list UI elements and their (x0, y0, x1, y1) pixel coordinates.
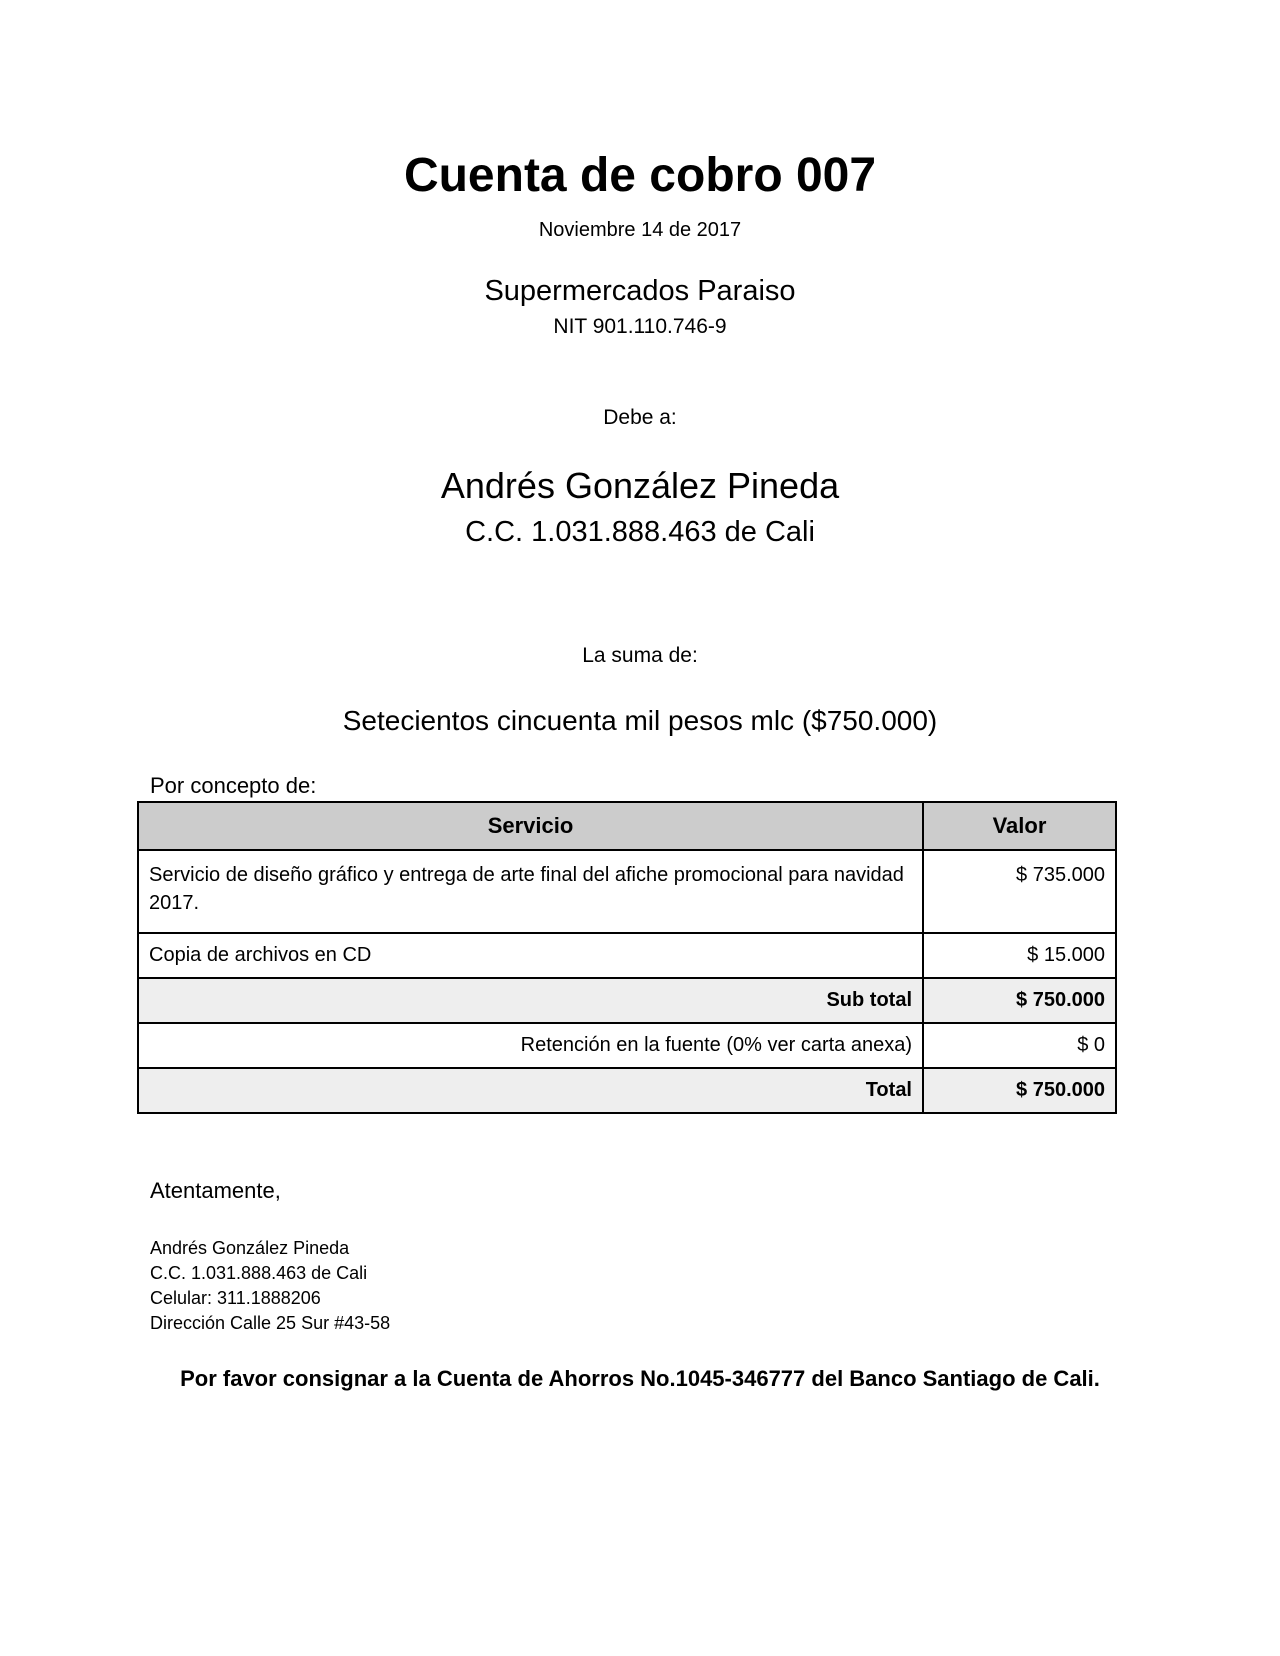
subtotal-row (138, 978, 1116, 1023)
owes-label: Debe a: (603, 406, 677, 429)
page-title: Cuenta de cobro 007 (403, 149, 877, 202)
creditor-name: Andrés González Pineda (440, 465, 840, 506)
service-value: $ 735.000 (923, 850, 1116, 933)
retention-label: Retención en la fuente (0% ver carta anexa) (138, 1023, 923, 1068)
total-row (138, 1068, 1116, 1113)
sum-amount-text: Setecientos cincuenta mil pesos mlc ($750.000) (342, 705, 938, 736)
service-value: $ 15.000 (923, 933, 1116, 978)
subtotal-value: $ 750.000 (923, 978, 1116, 1023)
client-name: Supermercados Paraiso (484, 275, 796, 307)
signature-block (150, 1236, 390, 1336)
services-table (137, 801, 1117, 1114)
service-description: Copia de archivos en CD (138, 933, 923, 978)
column-header-value: Valor (923, 802, 1116, 850)
total-value: $ 750.000 (923, 1068, 1116, 1113)
closing-text: Atentamente, (150, 1178, 281, 1203)
retention-row (138, 1023, 1116, 1068)
retention-value: $ 0 (923, 1023, 1116, 1068)
subtotal-label: Sub total (138, 978, 923, 1023)
signature-name: Andrés González Pineda (150, 1238, 350, 1258)
signature-address: Dirección Calle 25 Sur #43-58 (150, 1313, 391, 1333)
table-header-row (138, 802, 1116, 850)
creditor-id: C.C. 1.031.888.463 de Cali (465, 516, 815, 548)
client-nit: NIT 901.110.746-9 (553, 315, 727, 338)
invoice-date: Noviembre 14 de 2017 (538, 219, 742, 241)
service-description: Servicio de diseño gráfico y entrega de arte final del afiche promocional para navidad 2017. (138, 850, 923, 933)
column-header-service: Servicio (138, 802, 923, 850)
signature-phone: Celular: 311.1888206 (150, 1288, 321, 1308)
table-row (138, 933, 1116, 978)
concept-label: Por concepto de: (150, 773, 317, 798)
signature-id: C.C. 1.031.888.463 de Cali (150, 1263, 368, 1283)
total-label: Total (138, 1068, 923, 1113)
sum-label: La suma de: (582, 644, 698, 667)
table-row (138, 850, 1116, 933)
payment-instructions: Por favor consignar a la Cuenta de Ahorros No.1045-346777 del Banco Santiago de Cali. (180, 1366, 1100, 1391)
